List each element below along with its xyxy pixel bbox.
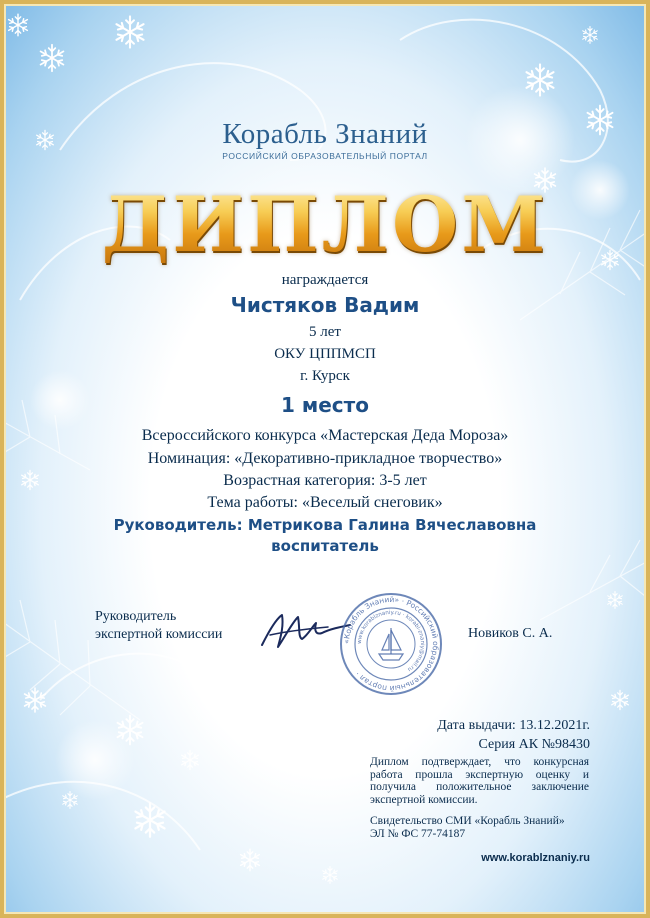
brand-subtitle: РОССИЙСКИЙ ОБРАЗОВАТЕЛЬНЫЙ ПОРТАЛ xyxy=(222,151,428,161)
leader-block xyxy=(0,515,650,557)
work-theme: Тема работы: «Веселый снеговик» xyxy=(207,494,443,511)
issue-series: Серия АК №98430 xyxy=(478,737,590,752)
media-line2: ЭЛ № ФС 77-74187 xyxy=(370,827,466,840)
confirmation-text: Диплом подтверждает, что конкурсная работа прошла экспертную оценку и получила положительное заключение экспертной комиссии. xyxy=(370,756,589,806)
city: г. Курск xyxy=(300,368,350,384)
diploma-title: ДИПЛОМ xyxy=(0,180,650,270)
website-link[interactable]: www.korablznaniy.ru xyxy=(481,852,590,864)
brand-name: Корабль Знаний xyxy=(222,118,428,150)
issue-info xyxy=(437,716,590,754)
stamp-inner-text: www.korablznaniy.ru · korabl-znaniy@mail.ru xyxy=(356,609,426,673)
leader-name: Руководитель: Метрикова Галина Вячеславовна xyxy=(113,516,537,534)
age-category: Возрастная категория: 3-5 лет xyxy=(223,472,427,489)
media-certificate xyxy=(370,815,589,840)
official-stamp xyxy=(339,592,443,696)
recipient-age: 5 лет xyxy=(309,324,341,340)
media-line1: Свидетельство СМИ «Корабль Знаний» xyxy=(370,815,565,827)
leader-position: воспитатель xyxy=(271,537,379,555)
commission-role xyxy=(95,608,222,644)
place-label: 1 место xyxy=(281,393,369,417)
commission-role-line2: экспертной комиссии xyxy=(95,627,223,642)
stamp-outer-text: «Корабль Знаний» · Российский образовательный портал · xyxy=(341,594,441,694)
commission-role-line1: Руководитель xyxy=(95,609,177,624)
contest-name: Всероссийского конкурса «Мастерская Деда Мороза» xyxy=(141,427,509,444)
recipient-name: Чистяков Вадим xyxy=(230,293,420,317)
ship-icon xyxy=(379,628,403,660)
organization: ОКУ ЦППМСП xyxy=(274,346,376,362)
awarded-label: награждается xyxy=(281,272,369,288)
nomination: Номинация: «Декоративно-прикладное творчество» xyxy=(147,450,503,467)
issue-date: Дата выдачи: 13.12.2021г. xyxy=(437,718,590,733)
brand-logo xyxy=(0,118,650,161)
commission-head-name: Новиков С. А. xyxy=(468,626,553,641)
